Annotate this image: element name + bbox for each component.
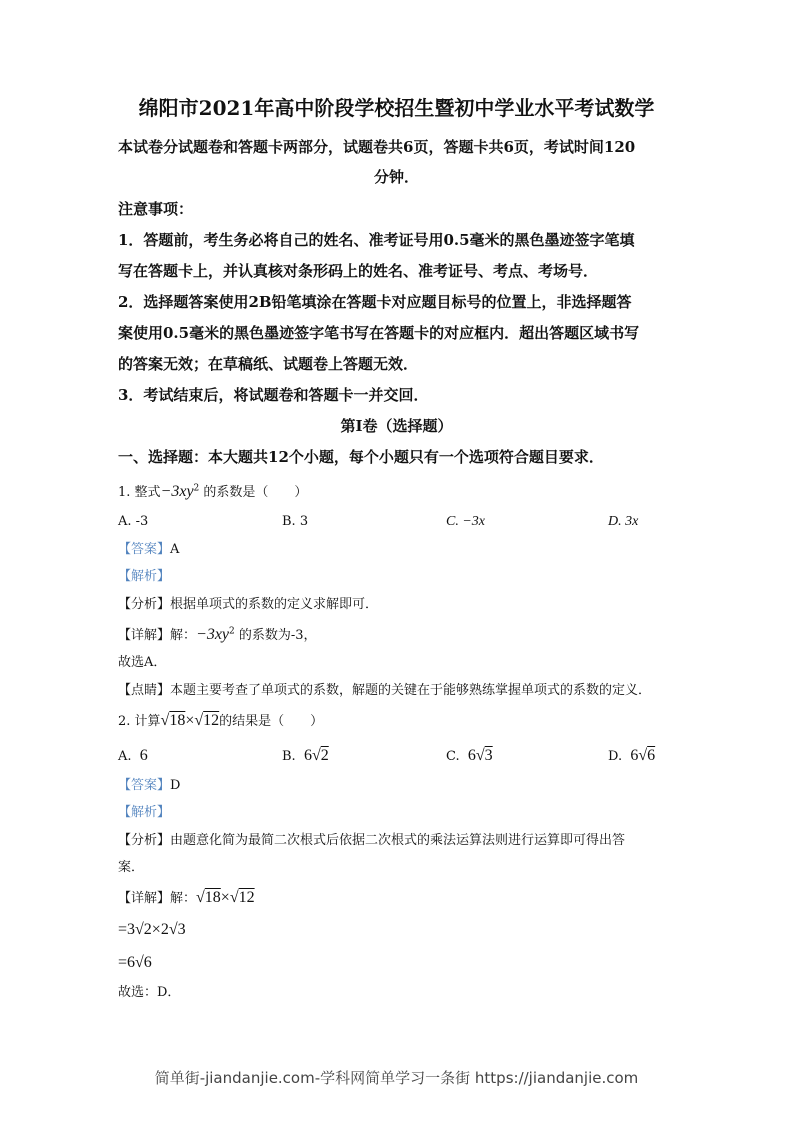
notes-heading: 注意事项： xyxy=(118,200,194,218)
radicand: 18 xyxy=(169,712,186,729)
xiangjie-line xyxy=(118,627,317,643)
note-line: 1．答题前，考生务必将自己的姓名、准考证号用0.5毫米的黑色墨迹签字笔填 xyxy=(118,231,635,249)
q2-options xyxy=(118,748,678,770)
q-suffix: 的系数是（ ） xyxy=(203,485,308,500)
option-c: C. 6√3 xyxy=(446,747,493,764)
question-1 xyxy=(118,484,307,500)
dianjing-line: 【点睛】本题主要考查了单项式的系数，解题的关键在于能够熟练掌握单项式的系数的定义． xyxy=(118,683,652,698)
step-line: =6√6 xyxy=(118,954,152,971)
answer-tag: 【答案】 xyxy=(118,778,171,793)
answer-line xyxy=(118,779,180,792)
option-a: A. -3 xyxy=(118,514,149,529)
radicand: 12 xyxy=(203,712,220,729)
intro-line: 分钟． xyxy=(373,168,419,186)
intro-line: 本试卷分试题卷和答题卡两部分，试题卷共6页，答题卡共6页，考试时间120 xyxy=(118,138,636,156)
q-suffix: 的结果是（ ） xyxy=(219,714,324,729)
footer-watermark: 简单街-jiandanjie.com-学科网简单学习一条街 https://jiandanjie.com xyxy=(154,1069,639,1087)
choose-line: 故选：D． xyxy=(118,985,181,1000)
doc-title: 绵阳市2021年高中阶段学校招生暨初中学业水平考试数学 xyxy=(138,96,655,120)
option-d: D. 3x xyxy=(608,514,639,529)
q1-options xyxy=(118,515,678,535)
q-prefix: 2. 计算 xyxy=(118,714,161,729)
math-sup: 2 xyxy=(193,483,200,494)
answer-line xyxy=(118,543,179,556)
times-sign: × xyxy=(185,712,195,729)
answer-tag: 【答案】 xyxy=(118,542,171,557)
xiangjie-label: 【详解】解： xyxy=(118,628,197,643)
note-line: 的答案无效；在草稿纸、试题卷上答题无效． xyxy=(118,355,419,373)
question-2: 2. 计算√18×√12的结果是（ ） xyxy=(118,712,324,729)
math-expr: −3xy xyxy=(196,626,230,643)
note-line: 写在答题卡上，并认真核对条形码上的姓名、准考证号、考点、考场号． xyxy=(118,262,599,280)
step-line: =3√2×2√3 xyxy=(118,921,186,938)
option-b: B. 3 xyxy=(282,514,309,529)
math-expr: −3xy xyxy=(160,483,194,500)
option-d: D. 6√6 xyxy=(608,747,656,764)
note-line: 案使用0.5毫米的黑色墨迹签字笔书写在答题卡的对应框内．超出答题区域书写 xyxy=(118,324,640,342)
analysis-tag: 【解析】 xyxy=(118,569,171,584)
option-b: B. 6√2 xyxy=(282,747,329,764)
volume-heading: 第Ⅰ卷（选择题） xyxy=(340,417,453,435)
math-sup: 2 xyxy=(229,626,235,637)
xiangjie-text: 的系数为-3， xyxy=(238,628,317,643)
section-heading: 一、选择题：本大题共12个小题，每个小题只有一个选项符合题目要求． xyxy=(118,448,604,466)
answer-value: D xyxy=(170,778,181,793)
option-a: A. 6 xyxy=(118,747,148,764)
analysis-tag: 【解析】 xyxy=(118,805,171,820)
option-c: C. −3x xyxy=(446,514,485,529)
q-prefix: 1. 整式 xyxy=(118,485,161,500)
fenxi-line: 案． xyxy=(118,860,145,875)
note-line: 3．考试结束后，将试题卷和答题卡一并交回． xyxy=(118,386,429,404)
fenxi-line: 【分析】由题意化简为最简二次根式后依据二次根式的乘法运算法则进行运算即可得出答 xyxy=(118,833,626,848)
xiangjie-label: 【详解】解： xyxy=(118,891,197,906)
answer-value: A xyxy=(170,542,180,557)
note-line: 2．选择题答案使用2B铅笔填涂在答题卡对应题目标号的位置上，非选择题答 xyxy=(118,293,632,311)
choose-line: 故选A． xyxy=(118,655,167,670)
fenxi-line: 【分析】根据单项式的系数的定义求解即可． xyxy=(118,597,379,612)
xiangjie-line: 【详解】解：√18×√12 xyxy=(118,889,255,906)
